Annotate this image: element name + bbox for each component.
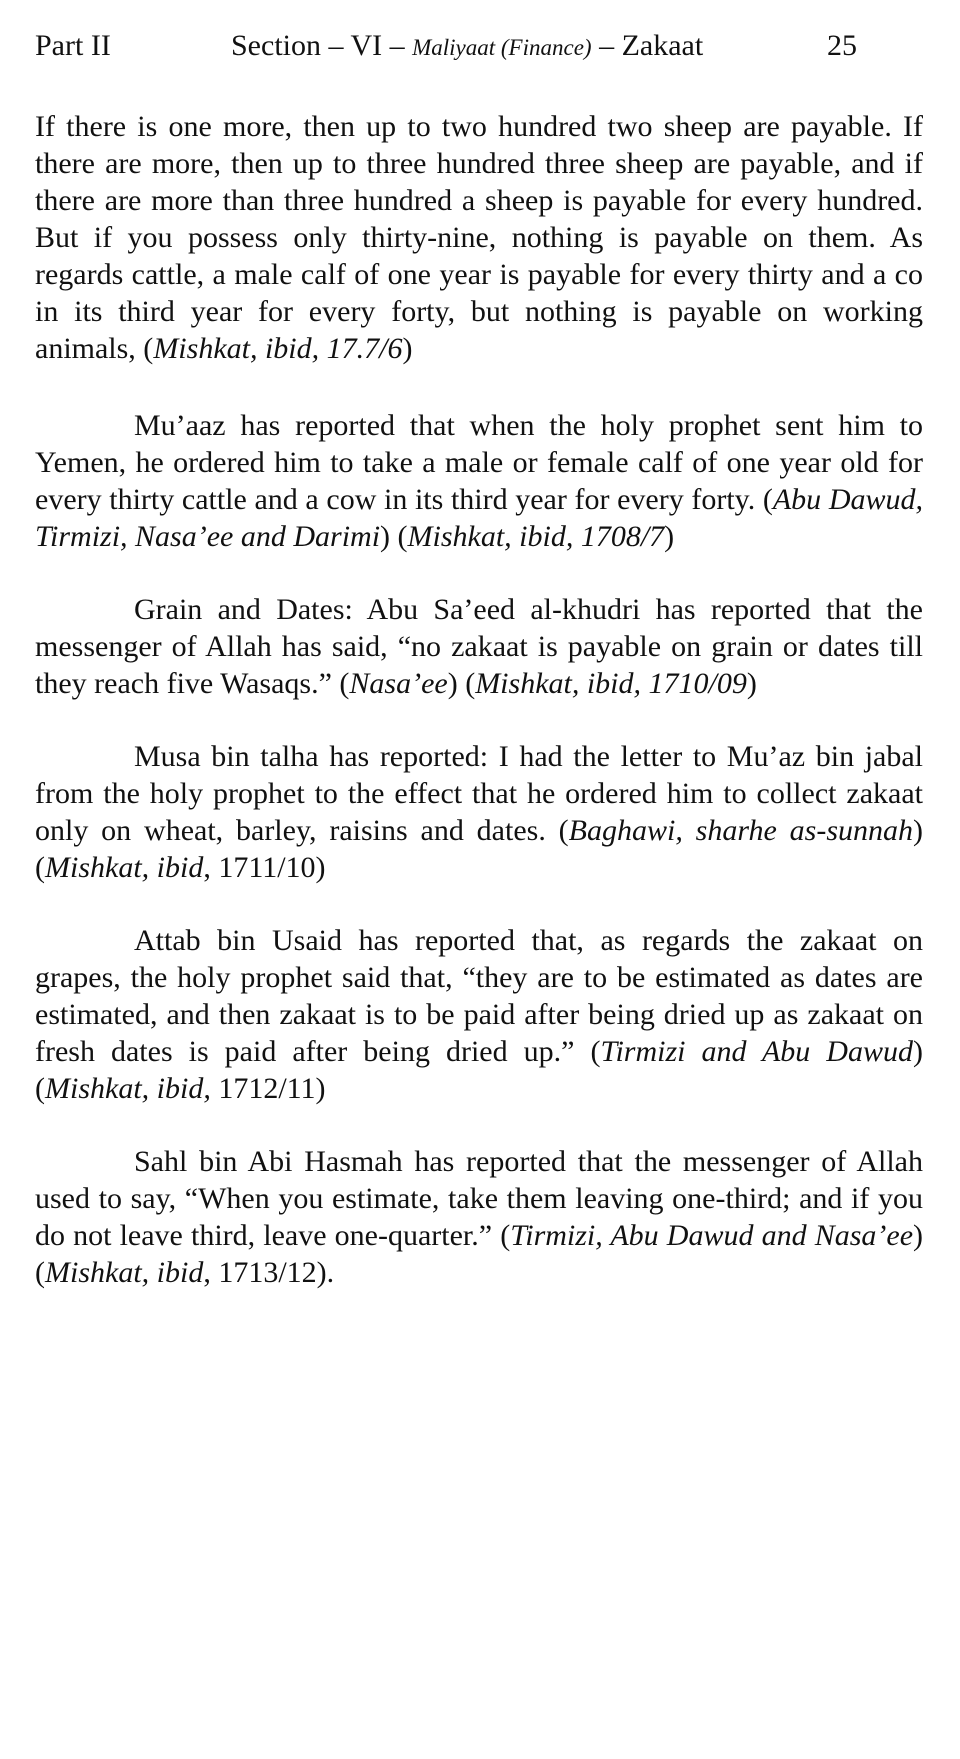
paragraph-text: Mu’aaz has reported that when the holy prophet sent him to Yemen, he ordered him to take a male or female calf of one year old for every thirty cattle and a cow in its third year for every forty. (: [35, 409, 923, 516]
paragraph-text: ) (: [35, 1035, 923, 1105]
paragraph-p5: [35, 922, 923, 1107]
header-section-italic: Maliyaat (Finance): [412, 35, 592, 60]
citation-text: Mishkat, ibid: [45, 1256, 204, 1289]
paragraph-text: , 1713/12).: [203, 1256, 335, 1289]
paragraph-text: 1712/11): [210, 1072, 326, 1105]
citation-text: Mishkat, ibid, 1708/7: [407, 520, 665, 553]
citation-text: Mishkat, ibid, 17.7/6: [153, 332, 403, 365]
header-section-prefix: Section – VI –: [231, 29, 413, 62]
running-header: [35, 26, 923, 70]
paragraph-p3: [35, 591, 923, 702]
paragraph-text: ): [402, 332, 413, 365]
paragraph-text: Sahl bin Abi Hasmah has reported that the messenger of Allah used to say, “When you estimate, take them leaving one-third; and if you do not leave third, leave one-quarter.” (: [35, 1145, 923, 1252]
header-section: [231, 26, 703, 68]
header-section-suffix: – Zakaat: [591, 29, 704, 62]
page-number: 25: [827, 29, 857, 62]
paragraph-p6: [35, 1143, 923, 1291]
paragraph-text: Grain and Dates: Abu Sa’eed al-khudri has reported that the messenger of Allah has said, “no zakaat is payable on grain or dates till they reach five Wasaqs.” (: [35, 593, 923, 700]
citation-text: Mishkat, ibid: [45, 851, 204, 884]
paragraph-text: ) (: [35, 814, 923, 884]
paragraph-text: Attab bin Usaid has reported that, as regards the zakaat on grapes, the holy prophet said that, “they are to be estimated as dates are estimated, and then zakaat is to be paid after being dried up as zakaat on fresh dates is paid after being dried up.” (: [35, 924, 923, 1068]
citation-text: Mishkat, ibid,: [45, 1072, 211, 1105]
paragraph-p2: [35, 407, 923, 555]
paragraph-text: Musa bin talha has reported: I had the letter to Mu’az bin jabal from the holy prophet to the effect that he ordered him to collect zakaat only on wheat, barley, raisins and dates. (: [35, 740, 923, 847]
paragraph-text: ) (: [380, 520, 408, 553]
citation-text: Mishkat, ibid, 1710/09: [475, 667, 747, 700]
citation-text: Tirmizi and Abu Dawud: [600, 1035, 913, 1068]
paragraph-text: ): [746, 667, 757, 700]
citation-text: Nasa’ee: [349, 667, 448, 700]
paragraph-text: ) (: [35, 1219, 924, 1289]
citation-text: Tirmizi, Abu Dawud and Nasa’ee: [510, 1219, 914, 1252]
paragraph-p4: [35, 738, 923, 886]
paragraph-text: , 1711/10): [203, 851, 326, 884]
header-part: Part II: [35, 29, 111, 62]
citation-text: Baghawi, sharhe as-sunnah: [568, 814, 913, 847]
paragraph-text: If there is one more, then up to two hundred two sheep are payable. If there are more, then up to three hundred three sheep are payable, and if there are more than three hundred a sheep is payable for every hundred. But if you possess only thirty-nine, nothing is payable on them. As regards cattle, a male calf of one year is payable for every thirty and a co in its third year for every forty, but nothing is payable on working animals, (: [35, 110, 923, 365]
paragraph-p1: [35, 108, 923, 367]
paragraph-text: ) (: [447, 667, 476, 700]
body-text: [35, 108, 923, 1291]
paragraph-text: ): [664, 520, 675, 553]
citation-text: Abu Dawud, Tirmizi, Nasa’ee and Darimi: [35, 483, 923, 553]
